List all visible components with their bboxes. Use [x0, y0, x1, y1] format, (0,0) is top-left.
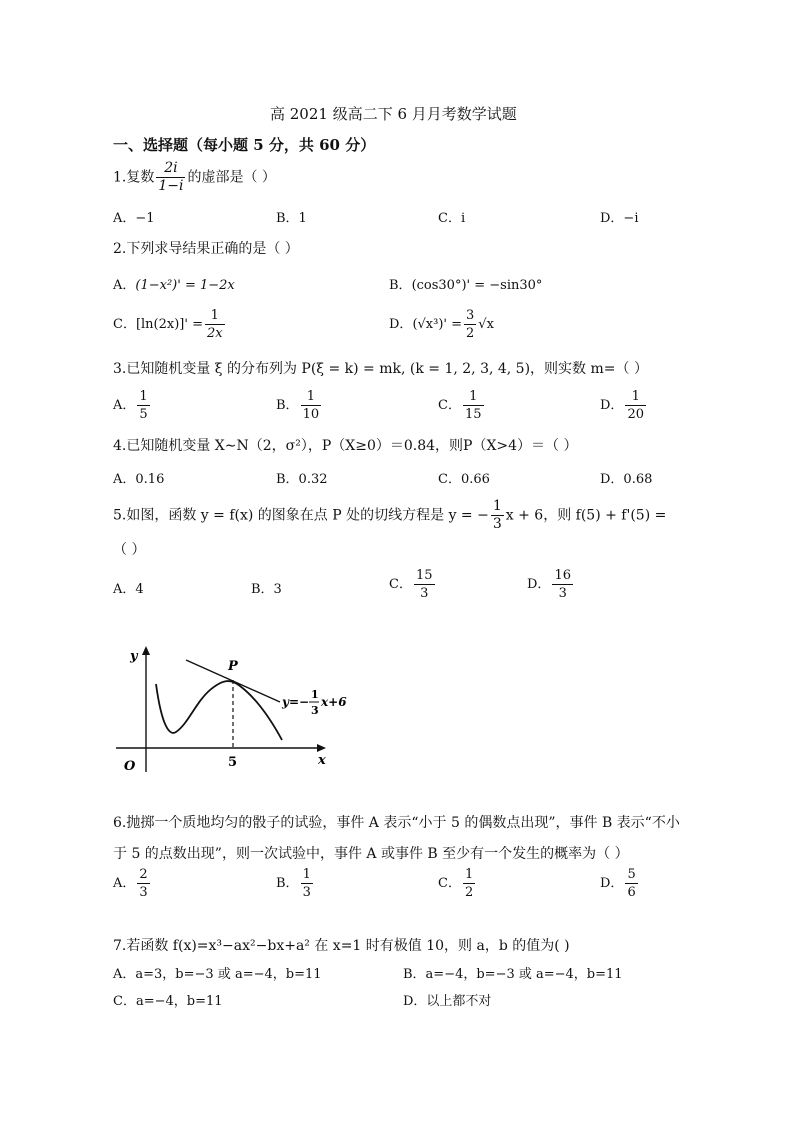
q1-option-d: D．−i [600, 211, 639, 226]
q4-option-a: A．0.16 [113, 472, 165, 487]
y-axis-label: y [130, 649, 138, 664]
q4-option-c: C．0.66 [438, 472, 490, 487]
figure-background [110, 640, 370, 780]
question-2-stem: 2.下列求导结果正确的是（ ） [113, 241, 299, 257]
q2-option-b: B．(cos30°)' = −sin30° [389, 278, 543, 293]
q3-option-d: D． $\frac{1}{20}$ [600, 389, 644, 422]
q3-option-b: B． $\frac{1}{10}$ [276, 389, 320, 422]
q5-option-d: D． $\frac{16}{3}$ [527, 568, 571, 601]
question-3-stem: 3.已知随机变量 ξ 的分布列为 P(ξ = k) = mk, (k = 1, 2, 3, 4, 5)，则实数 m=（ ） [113, 361, 648, 377]
question-1-stem: 1.复数 $\frac{2i}{1-i}$ 的虚部是（ ） [113, 160, 276, 194]
q7-option-b: B．a=−4，b=−3 或 a=−4，b=11 [403, 967, 623, 982]
q4-option-b: B．0.32 [276, 472, 328, 487]
x-axis-label: x [318, 753, 326, 768]
q2-option-c: C．[ln(2x)]' = $\frac{1}{2x}$ [113, 308, 223, 341]
q1-option-b: B．1 [276, 211, 307, 226]
q1-option-c: C．i [438, 211, 466, 226]
tangent-eq-den: 3 [311, 704, 319, 717]
q2-option-a: A．(1−x²)' = 1−2x [113, 278, 235, 293]
tangent-eq-num: 1 [311, 688, 319, 701]
q6-option-d: D． $\frac{5}{6}$ [600, 867, 636, 900]
q4-option-d: D．0.68 [600, 472, 653, 487]
q7-option-a: A．a=3，b=−3 或 a=−4，b=11 [113, 967, 322, 982]
question-6-line1: 6.抛掷一个质地均匀的骰子的试验，事件 A 表示“小于 5 的偶数点出现”，事件 B 表示“不小 [113, 815, 680, 831]
question-5-stem: 5.如图，函数 y = f(x) 的图象在点 P 处的切线方程是 y = − $\frac{1}{3}$ x + 6，则 f(5) + f'(5) = [113, 498, 667, 532]
question-7-stem: 7.若函数 f(x)=x³−ax²−bx+a² 在 x=1 时有极值 10，则 a，b 的值为( ) [113, 938, 570, 954]
section-heading: 一、选择题（每小题 5 分，共 60 分） [113, 136, 376, 154]
tangent-eq-pre: y=− [282, 695, 310, 709]
q1-option-a: A．−1 [113, 211, 155, 226]
q5-option-a: A．4 [113, 582, 144, 597]
tangent-eq-post: x+6 [321, 695, 347, 709]
q5-option-c: C． $\frac{15}{3}$ [389, 568, 433, 601]
q3-option-c: C． $\frac{1}{15}$ [438, 389, 482, 422]
question-5-stem-line2: （ ） [113, 542, 146, 558]
q3-option-a: A． $\frac{1}{5}$ [113, 389, 148, 422]
q2-option-d: D．(√x³)' = $\frac{3}{2}$ √x [389, 308, 494, 341]
q6-option-a: A． $\frac{2}{3}$ [113, 867, 148, 900]
q6-option-b: B． $\frac{1}{3}$ [276, 867, 311, 900]
page-title: 高 2021 级高二下 6 月月考数学试题 [270, 105, 517, 123]
origin-label: O [124, 759, 136, 774]
tick-five-label: 5 [228, 755, 238, 770]
question-4-stem: 4.已知随机变量 X∼N（2，σ²），P（X≥0）＝0.84，则P（X>4）＝（ ） [113, 438, 578, 454]
function-graph-figure [110, 640, 370, 780]
q5-option-b: B．3 [251, 582, 282, 597]
q6-option-c: C． $\frac{1}{2}$ [438, 867, 474, 900]
point-p-label: P [228, 659, 238, 674]
q7-option-c: C．a=−4，b=11 [113, 994, 223, 1009]
q7-option-d: D．以上都不对 [403, 994, 492, 1009]
question-6-line2: 于 5 的点数出现”，则一次试验中，事件 A 或事件 B 至少有一个发生的概率为（ ） [113, 846, 629, 862]
